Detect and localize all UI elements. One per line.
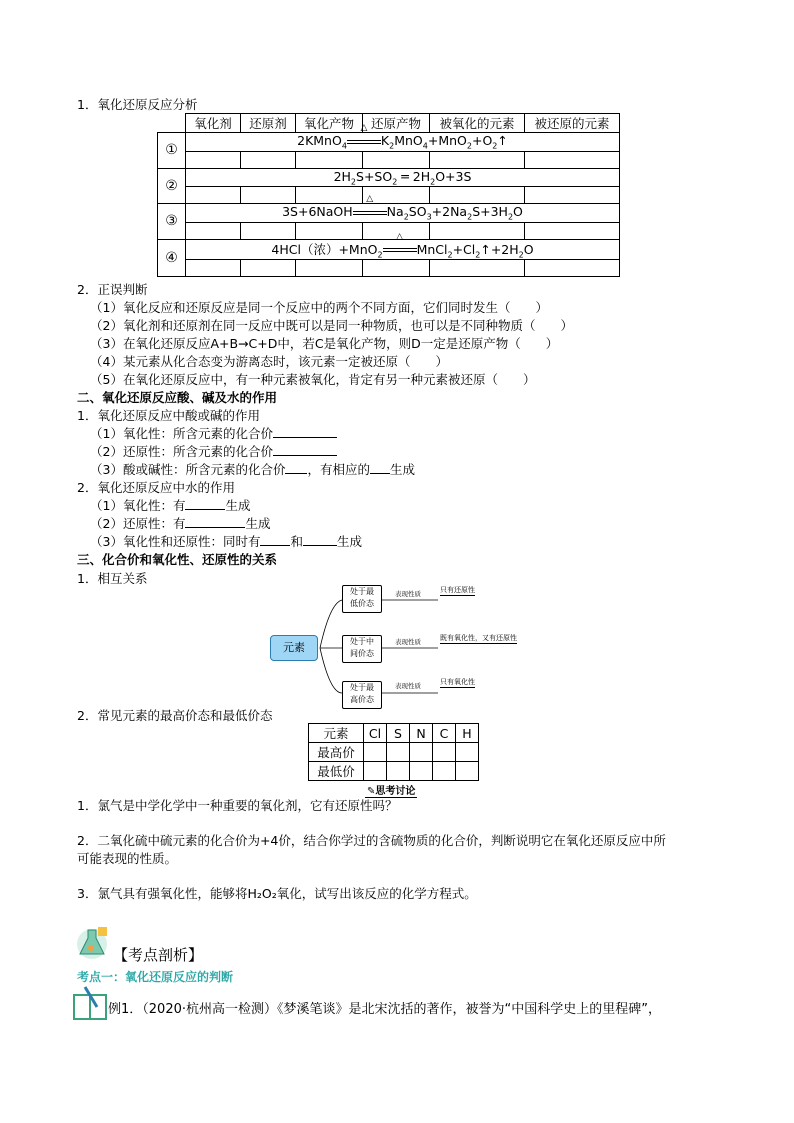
row-index: ④: [158, 239, 186, 277]
judgement-item: （3）在氧化还原反应A+B→C+D中，若C是氧化产物，则D一定是还原产物（ ）: [90, 336, 559, 351]
table-row: [309, 743, 479, 762]
property-label: 表现性质: [395, 682, 421, 690]
discussion-question-cont: 可能表现的性质。: [77, 851, 178, 866]
discussion-question: 1．氯气是中学化学中一种重要的氧化剂，它有还原性吗？: [77, 798, 398, 813]
header-cell: 氧化剂: [186, 114, 241, 133]
equation-cell: 2KMnO$_4$ △ $K_2MnO_4+MnO_2+O_2↑$: [186, 133, 620, 152]
analysis-point: 考点一：氧化还原反应的判断: [77, 970, 234, 984]
row-index: ③: [158, 204, 186, 240]
water-item: （3）氧化性和还原性：同时有 和 生成: [90, 534, 362, 549]
discussion-question: 3．氯气具有强氧化性，能够将H₂O₂氧化，试写出该反应的化学方程式。: [77, 886, 477, 901]
header-cell: 被氧化的元素: [430, 114, 525, 133]
header-cell: 还原产物: [363, 114, 430, 133]
discussion-banner: ✎思考讨论: [365, 782, 417, 798]
result-label: 只有还原性: [440, 586, 475, 594]
row-label: 最低价: [309, 762, 364, 781]
table-row: [158, 239, 620, 260]
table-row: [158, 187, 620, 204]
row-label: 最高价: [309, 743, 364, 762]
part3-sub2: 2．常见元素的最高价态和最低价态: [77, 708, 273, 723]
analysis-title: 【考点剖析】: [113, 946, 204, 964]
header-cell: 氧化产物: [296, 114, 363, 133]
result-label: 只有氧化性: [440, 678, 475, 686]
table-header: N: [410, 724, 433, 743]
valence-table: [308, 723, 479, 781]
redox-analysis-table: [157, 113, 620, 277]
table-row: [158, 151, 620, 168]
property-label: 表现性质: [395, 638, 421, 646]
water-item: （2）还原性：有 生成: [90, 516, 271, 531]
equation-cell: 3S+6NaOH △ $Na_2SO_3+2Na_2S+3H_2O$: [186, 204, 620, 223]
acid-base-item: （1）氧化性：所含元素的化合价: [90, 425, 337, 443]
table-row: [158, 133, 620, 152]
judgement-item: （2）氧化剂和还原剂在同一反应中既可以是同一种物质，也可以是不同种物质（ ）: [90, 318, 573, 333]
section1-title: 1．氧化还原反应分析: [77, 97, 198, 112]
table-header: H: [456, 724, 479, 743]
state-node-middle: 处于中 间价态: [342, 635, 382, 663]
element-node: 元素: [270, 635, 318, 661]
part2-sub2: 2．氧化还原反应中水的作用: [77, 480, 235, 495]
judgement-item: （4）某元素从化合态变为游离态时，该元素一定被还原（ ）: [90, 354, 448, 369]
header-cell: 还原剂: [241, 114, 296, 133]
part3-sub1: 1．相互关系: [77, 571, 148, 586]
acid-base-item: （3）酸或碱性：所含元素的化合价 ，有相应的 生成: [90, 462, 415, 477]
table-row: [309, 724, 479, 743]
judgement-item: （5）在氧化还原反应中，有一种元素被氧化，肯定有另一种元素被还原（ ）: [90, 372, 536, 387]
example-text: 例1．（2020·杭州高一检测）《梦溪笔谈》是北宋沈括的著作，被誉为“中国科学史上的里程碑”，: [108, 1002, 661, 1017]
table-row: [309, 762, 479, 781]
row-index: ②: [158, 168, 186, 204]
part2-heading: 二、氧化还原反应酸、碱及水的作用: [77, 390, 278, 405]
table-header: S: [387, 724, 410, 743]
redox-header-row: [158, 114, 620, 133]
relationship-diagram: [260, 585, 560, 710]
table-header: C: [433, 724, 456, 743]
table-header: 元素: [309, 724, 364, 743]
table-header: Cl: [364, 724, 387, 743]
table-row: [158, 260, 620, 277]
state-node-low: 处于最 低价态: [342, 585, 382, 613]
acid-base-item: （2）还原性：所含元素的化合价: [90, 443, 337, 461]
discussion-question: 2．二氧化硫中硫元素的化合价为+4价，结合你学过的含硫物质的化合价，判断说明它在氧化还原反应中所: [77, 833, 666, 848]
part3-heading: 三、化合价和氧化性、还原性的关系: [77, 552, 278, 567]
equation-cell: $2H_2S+SO_2$ ═ $2H_2O+3S$: [186, 168, 620, 187]
flask-icon: [74, 924, 110, 960]
table-row: [158, 204, 620, 223]
judgement-item: （1）氧化反应和还原反应是同一个反应中的两个不同方面，它们同时发生（ ）: [90, 300, 548, 315]
header-cell: 被还原的元素: [525, 114, 620, 133]
part2-sub1: 1．氧化还原反应中酸或碱的作用: [77, 408, 260, 423]
book-icon: [73, 985, 107, 1021]
row-index: ①: [158, 133, 186, 169]
section2-title: 2．正误判断: [77, 282, 148, 297]
state-node-high: 处于最 高价态: [342, 681, 382, 709]
result-label: 既有氧化性，又有还原性: [440, 634, 517, 642]
table-row: [158, 168, 620, 187]
water-item: （1）氧化性：有 生成: [90, 498, 251, 513]
discussion-icon: ✎: [367, 786, 376, 797]
equation-cell: 4HCl（浓）+MnO$_2$ △ $MnCl_2+Cl_2↑+2H_2O$: [186, 239, 620, 260]
property-label: 表现性质: [395, 590, 421, 598]
